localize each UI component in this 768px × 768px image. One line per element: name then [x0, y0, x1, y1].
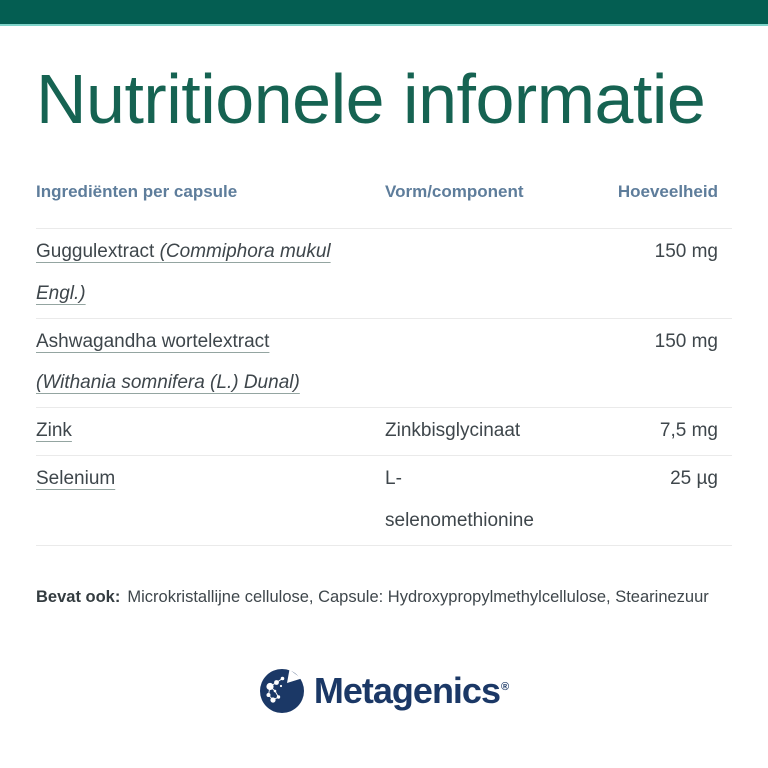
- ingredient-name-link[interactable]: [36, 468, 115, 489]
- ingredient-cell: [36, 321, 385, 405]
- ingredient-latin-name: (Commiphora mukul Engl.): [36, 241, 331, 304]
- contains-also-text: Microkristallijne cellulose, Capsule: Hydroxypropylmethylcellulose, Stearinezuur: [127, 587, 709, 606]
- column-header-amount: Hoeveelheid: [617, 182, 718, 201]
- page-title: Nutritionele informatie: [36, 60, 706, 138]
- brand-logo: [36, 669, 732, 713]
- ingredient-cell: [36, 410, 385, 452]
- table-row: [36, 408, 732, 456]
- form-cell: L-selenomethionine: [385, 467, 534, 531]
- ingredient-cell: [36, 458, 385, 500]
- table-row: [36, 319, 732, 409]
- table-row: [36, 229, 732, 319]
- table-header-row: [36, 178, 732, 229]
- registered-trademark-symbol: ®: [500, 680, 509, 693]
- contains-also-label: Bevat ook:: [36, 587, 121, 606]
- column-header-form: Vorm/component: [385, 182, 524, 201]
- metagenics-molecule-icon: [260, 669, 304, 713]
- amount-cell: 7,5 mg: [659, 420, 718, 442]
- top-bar: [0, 0, 768, 26]
- brand-name: Metagenics: [313, 669, 500, 711]
- form-cell: Zinkbisglycinaat: [385, 420, 521, 442]
- brand-logo-text: [314, 670, 508, 712]
- ingredient-name-text: Selenium: [36, 467, 116, 489]
- column-header-ingredient: Ingrediënten per capsule: [36, 182, 238, 201]
- ingredient-name-text: Guggulextract: [36, 241, 160, 262]
- ingredient-name-text: Zink: [36, 420, 72, 442]
- ingredient-name-link[interactable]: [36, 420, 72, 441]
- nutrition-panel: [0, 60, 768, 713]
- ingredient-name-link[interactable]: [36, 241, 331, 304]
- nutrition-table: [36, 178, 732, 546]
- amount-cell: 25 µg: [670, 467, 718, 489]
- amount-cell: 150 mg: [654, 241, 718, 262]
- amount-cell: 150 mg: [654, 330, 718, 352]
- table-row: [36, 456, 732, 546]
- ingredient-latin-name: (Withania somnifera (L.) Dunal): [36, 372, 300, 394]
- contains-also-note: [36, 586, 732, 609]
- ingredient-cell: [36, 231, 385, 315]
- ingredient-name-link[interactable]: [36, 331, 300, 394]
- ingredient-name-text: Ashwagandha wortelextract: [36, 330, 270, 352]
